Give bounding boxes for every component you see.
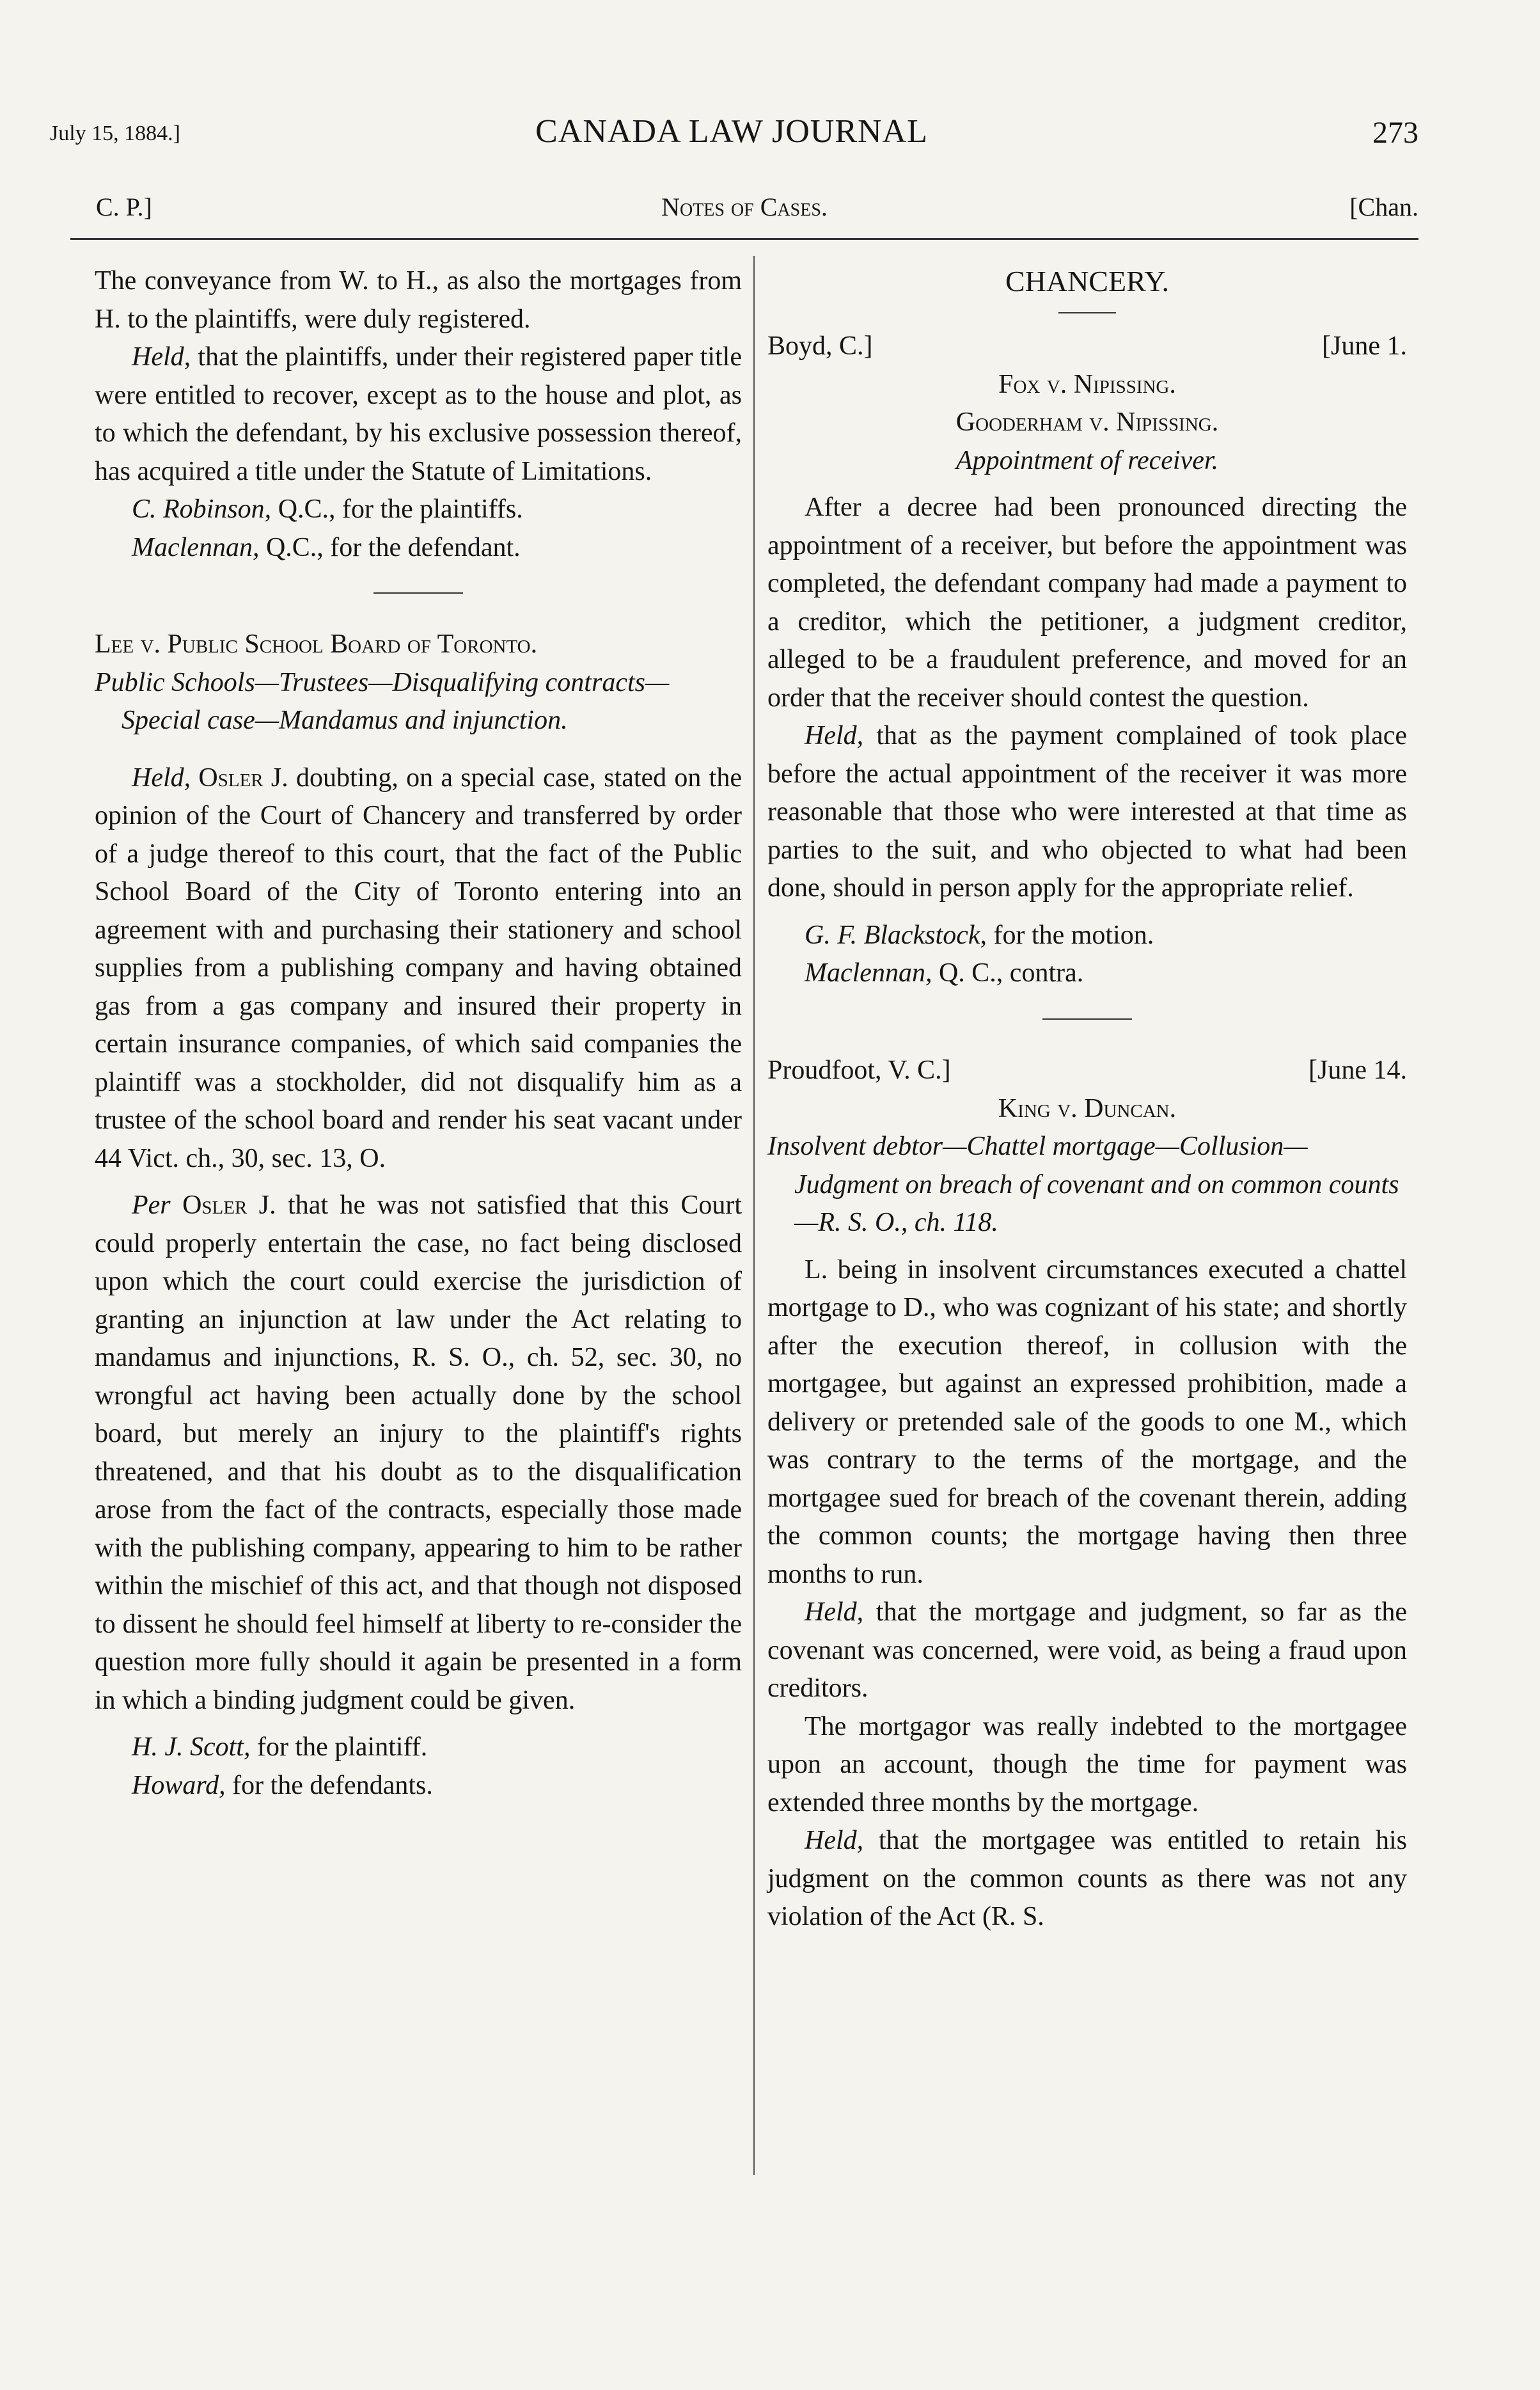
held-text: that the mortgage and judgment, so far as the covenant was concerned, were void, as being a fraud upon creditors. bbox=[767, 1597, 1407, 1703]
judge-name: Osler bbox=[170, 1191, 248, 1220]
counsel-role: for the plaintiff. bbox=[250, 1732, 428, 1762]
court-left-label: C. P.] bbox=[96, 193, 152, 221]
paragraph: L. being in insolvent circumstances executed a chattel mortgage to D., who was cognizant of his state; and shortly after the execution thereof, in collusion with the mortgagee, but against an expressed prohibition, made a delivery or pretended sale of the goods to one M., which was contrary to the terms of the mortgage, and the mortgagee sued for breach of the covenant therein, adding the common counts; the mortgage having then three months to run. bbox=[767, 1254, 1407, 1589]
held-text: that as the payment complained of took place before the actual appointment of the receiver it was more reasonable that those who were interested at that time as parties to the suit, and who objected to what had been done, should in person apply for the appropriate relief. bbox=[767, 721, 1407, 903]
counsel-role: Q. C., contra. bbox=[932, 958, 1084, 988]
column-divider bbox=[753, 256, 755, 2175]
counsel-name: C. Robinson, bbox=[132, 495, 272, 524]
case-title: Fox v. Nipissing. bbox=[998, 369, 1176, 399]
held-paragraph bbox=[95, 338, 742, 491]
paragraph: The mortgagor was really indebted to the mortgagee upon an account, though the time for payment was extended three months by the mortgage. bbox=[767, 1711, 1407, 1817]
held-paragraph bbox=[767, 1822, 1407, 1936]
counsel-role: Q.C., for the plaintiffs. bbox=[271, 495, 523, 524]
case-separator-rule bbox=[1042, 1018, 1132, 1020]
left-column bbox=[95, 262, 742, 1805]
case-headnote: Public Schools—Trustees—Disqualifying contracts—Special case—Mandamus and injunction. bbox=[95, 667, 670, 735]
per-paragraph bbox=[95, 1187, 742, 1720]
right-column bbox=[767, 262, 1407, 1936]
held-paragraph bbox=[767, 1594, 1407, 1708]
issue-date: July 15, 1884.] bbox=[50, 122, 180, 145]
journal-title: CANADA LAW JOURNAL bbox=[535, 113, 928, 150]
running-head bbox=[45, 113, 1418, 157]
held-label: Held, bbox=[132, 342, 191, 372]
counsel-name: Maclennan, bbox=[805, 958, 932, 988]
case-judge-line bbox=[767, 328, 1407, 366]
case-date: [June 1. bbox=[1322, 331, 1407, 361]
held-label: Held, bbox=[805, 1597, 864, 1627]
judge-name: Osler bbox=[191, 763, 263, 793]
counsel-role: Q.C., for the defendant. bbox=[259, 532, 521, 562]
counsel-line bbox=[767, 917, 1407, 955]
case-headnote: Appointment of receiver. bbox=[955, 445, 1219, 475]
case-title: King v. Duncan. bbox=[998, 1093, 1177, 1123]
case-title: Gooderham v. Nipissing. bbox=[955, 408, 1219, 437]
counsel-name: G. F. Blackstock, bbox=[805, 920, 987, 950]
held-label: Held, bbox=[805, 1826, 864, 1855]
court-right-label: [Chan. bbox=[1349, 193, 1418, 221]
counsel-line bbox=[95, 491, 742, 529]
counsel-role: for the motion. bbox=[986, 920, 1154, 950]
case-headnote: Insolvent debtor—Chattel mortgage—Collusion—Judgment on breach of covenant and on common counts—R. S. O., ch. 118. bbox=[767, 1132, 1399, 1237]
counsel-line bbox=[95, 1729, 742, 1767]
paragraph: The conveyance from W. to H., as also the mortgages from H. to the plaintiffs, were duly registered. bbox=[95, 266, 742, 334]
counsel-name: Howard, bbox=[132, 1770, 226, 1800]
per-text: J. that he was not satisfied that this Court could properly entertain the case, no fact being disclosed upon which the court could exercise the jurisdiction of granting an injunction at law under the Act relating to mandamus and injunctions, R. S. O., ch. 52, sec. 30, no wrongful act having been actually done by the school board, but merely an injury to the plaintiff's rights threatened, and that his doubt as to the disqualification arose from the fact of the contracts, especially those made with the publishing company, appearing to him to be rather within the mischief of this act, and that though not disposed to dissent he should feel himself at liberty to re-consider the question more fully should it again be presented in a form in which a binding judgment could be given. bbox=[95, 1191, 742, 1715]
section-head bbox=[70, 192, 1418, 230]
case-date: [June 14. bbox=[1308, 1055, 1407, 1085]
held-text: that the mortgagee was entitled to retain his judgment on the common counts as there was not any violation of the Act (R. S. bbox=[767, 1826, 1407, 1931]
header-rule bbox=[70, 238, 1418, 240]
held-text: that the plaintiffs, under their registered paper title were entitled to recover, except as to the house and plot, as to which the defendant, by his exclusive possession thereof, has acquired a title under the Statute of Limitations. bbox=[95, 342, 742, 486]
counsel-name: H. J. Scott, bbox=[132, 1732, 251, 1762]
held-text: J. doubting, on a special case, stated on the opinion of the Court of Chancery and transferred by order of a judge thereof to this court, that the fact of the Public School Board of the City of Toronto entering into an agreement with and purchasing their stationery and school supplies from a publishing company and having obtained gas from a gas company and insured their property in certain insurance companies, of which said companies the plaintiff was a stockholder, did not disqualify him as a trustee of the school board and render his seat vacant under 44 Vict. ch., 30, sec. 13, O. bbox=[95, 763, 742, 1173]
held-label: Held, bbox=[132, 763, 191, 793]
per-label: Per bbox=[132, 1191, 171, 1220]
court-heading: CHANCERY. bbox=[1005, 265, 1170, 297]
heading-rule bbox=[1058, 312, 1116, 313]
judge-name: Boyd, C.] bbox=[767, 331, 873, 361]
case-separator-rule bbox=[373, 592, 463, 594]
held-paragraph bbox=[767, 717, 1407, 908]
counsel-name: Maclennan, bbox=[132, 532, 260, 562]
counsel-line bbox=[95, 529, 742, 567]
paragraph: After a decree had been pronounced directing the appointment of a receiver, but before the appointment was completed, the defendant company had made a payment to a creditor, which the petitioner, a judgment creditor, alleged to be a fraudulent preference, and moved for an order that the receiver should contest the question. bbox=[767, 493, 1407, 713]
held-paragraph bbox=[95, 759, 742, 1178]
case-title: Lee v. Public School Board of Toronto. bbox=[95, 629, 538, 659]
counsel-line bbox=[767, 954, 1407, 993]
judge-name: Proudfoot, V. C.] bbox=[767, 1055, 951, 1085]
counsel-role: for the defendants. bbox=[225, 1770, 433, 1800]
case-judge-line bbox=[767, 1052, 1407, 1090]
page-number: 273 bbox=[1372, 116, 1418, 150]
held-label: Held, bbox=[805, 721, 864, 750]
counsel-line bbox=[95, 1767, 742, 1805]
section-title: Notes of Cases. bbox=[661, 193, 828, 221]
